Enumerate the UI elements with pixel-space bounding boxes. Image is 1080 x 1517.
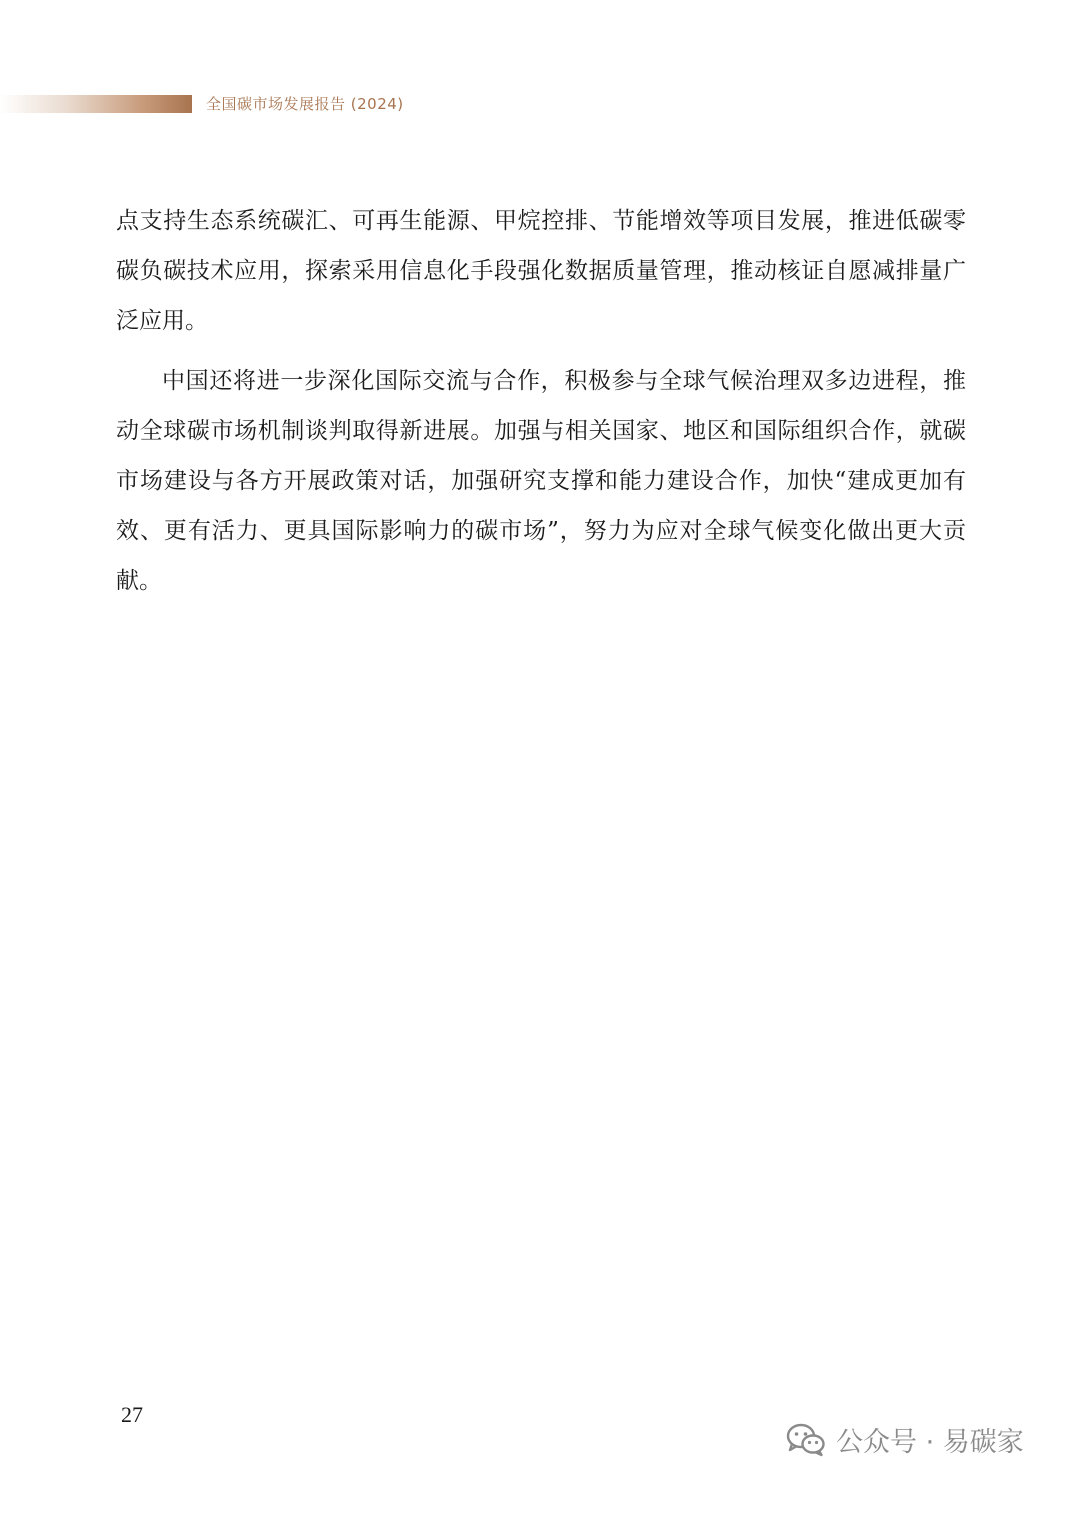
paragraph: 中国还将进一步深化国际交流与合作，积极参与全球气候治理双多边进程，推动全球碳市场机制谈判取得新进展。加强与相关国家、地区和国际组织合作，就碳市场建设与各方开展政策对话，加强研究支撑和能力建设合作，加快“建成更加有效、更有活力、更具国际影响力的碳市场”，努力为应对全球气候变化做出更大贡献。 [116,368,966,594]
running-header-title: 全国碳市场发展报告 (2024) [206,95,404,113]
paragraph-continued: 点支持生态系统碳汇、可再生能源、甲烷控排、节能增效等项目发展，推进低碳零碳负碳技术应用，探索采用信息化手段强化数据质量管理，推动核证自愿减排量广泛应用。 [116,208,966,334]
page-number: 27 [121,1402,143,1427]
wechat-icon [786,1423,826,1457]
watermark-text: 公众号 · 易碳家 [836,1427,1024,1458]
watermark [786,1420,1024,1459]
header-gradient-bar [0,95,192,113]
body-text [116,196,966,606]
